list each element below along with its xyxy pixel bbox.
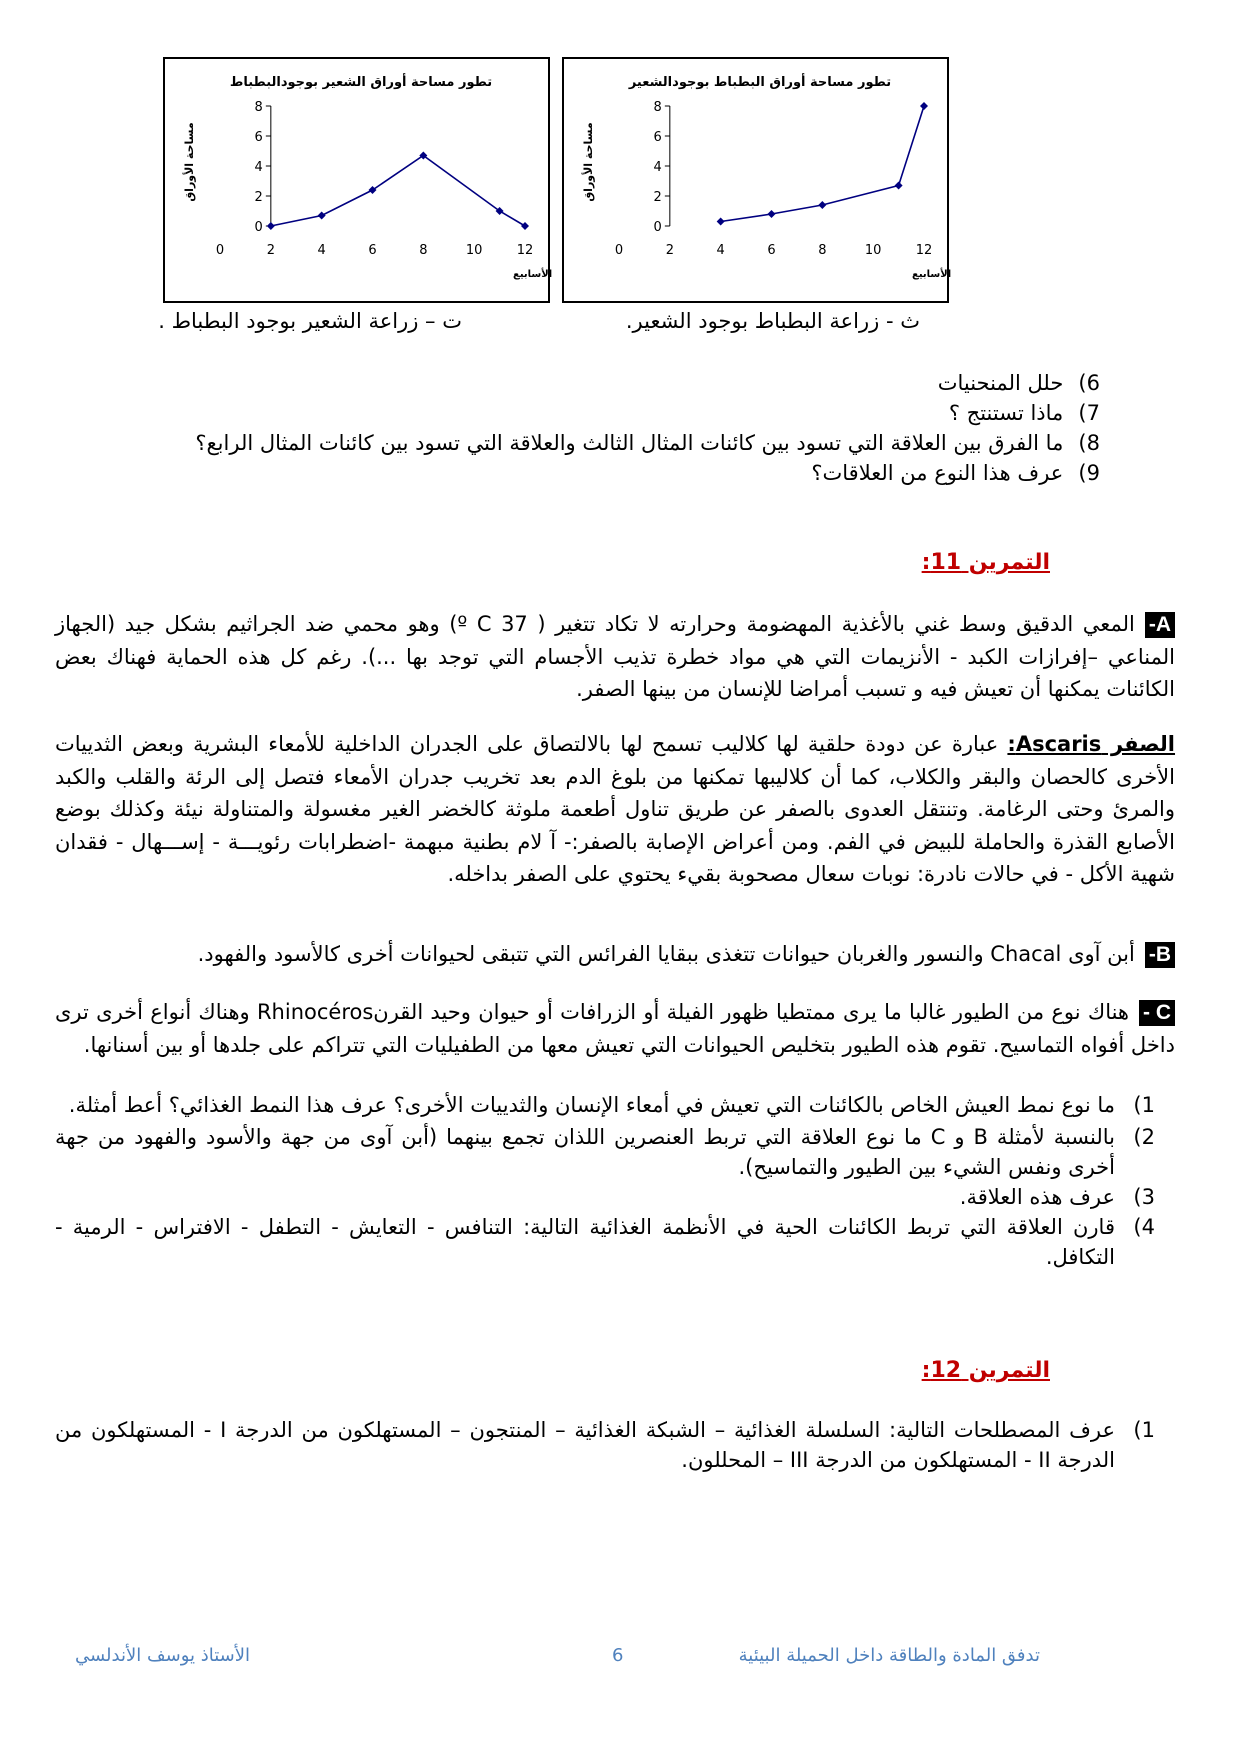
- chart-left-title: تطور مساحة أوراق الشعير بوجودالبطباط: [229, 75, 493, 90]
- x-tick-label: 2: [665, 243, 674, 258]
- question-6: [938, 368, 1100, 398]
- x-tick-label: 12: [516, 243, 534, 258]
- exercise-12-heading: التمرين 12:: [921, 1358, 1050, 1383]
- question-text: عرف المصطلحات التالية: السلسلة الغذائية – الشبكة الغذائية – المنتجون – المستهلكون من الدرجة I - المستهلكون من الدرجة II - المستهلكون من الدرجة III – المحللون.: [55, 1418, 1115, 1472]
- chart-right-caption: ث - زراعة البطباط بوجود الشعير.: [625, 309, 920, 333]
- y-tick-label: 6: [653, 130, 662, 145]
- question-text: بالنسبة لأمثلة B و C ما نوع العلاقة التي تربط العنصرين اللذان تجمع بينهما (أبن آوى من جهة والأسود والفهود من جهة أخرى ونفس الشيء بين الطيور والتماسيح).: [55, 1125, 1116, 1179]
- y-tick-label: 4: [254, 160, 263, 175]
- y-tick-label: 8: [653, 100, 662, 115]
- ex11-question-2: [55, 1122, 1155, 1182]
- x-tick-label: 2: [266, 243, 275, 258]
- y-tick-label: 0: [254, 220, 263, 235]
- chart-right-svg: [564, 59, 952, 301]
- ascaris-title: الصفر Ascaris:: [1007, 732, 1176, 756]
- ex11-section-b: [55, 938, 1175, 971]
- section-a-tag: A-: [1145, 612, 1175, 638]
- footer-page-number: 6: [612, 1645, 624, 1666]
- x-tick-label: 4: [317, 243, 326, 258]
- data-point: [521, 222, 529, 230]
- ex11-section-c: [55, 996, 1175, 1061]
- y-tick-label: 0: [653, 220, 662, 235]
- x-tick-label: 10: [465, 243, 483, 258]
- ex11-section-a: [55, 608, 1175, 706]
- y-tick-label: 6: [254, 130, 263, 145]
- series-line: [271, 156, 525, 227]
- x-tick-label: 8: [818, 243, 827, 258]
- data-point: [717, 218, 725, 226]
- footer-title: تدفق المادة والطاقة داخل الحميلة البيئية: [738, 1645, 1040, 1666]
- chart-right: [562, 57, 952, 303]
- x-tick-label: 0: [614, 243, 624, 258]
- y-tick-label: 2: [254, 190, 263, 205]
- question-text: حلل المنحنيات: [937, 371, 1064, 395]
- data-point: [895, 182, 903, 190]
- question-number: 1): [1133, 1093, 1155, 1117]
- data-point: [818, 201, 826, 209]
- chart-left: [163, 57, 553, 303]
- exercise-11-heading: التمرين 11:: [921, 550, 1050, 575]
- ex12-questions: [55, 1415, 1155, 1475]
- x-tick-label: 0: [215, 243, 225, 258]
- chart-left-svg: [165, 59, 553, 301]
- ex11-question-3: [55, 1182, 1155, 1212]
- question-number: 8): [1078, 431, 1100, 455]
- chart-left-caption: ت – زراعة الشعير بوجود البطباط .: [158, 309, 462, 333]
- x-tick-label: 6: [368, 243, 377, 258]
- chart-right-xlabel: الأسابيع: [912, 269, 952, 280]
- section-c-tag: C -: [1139, 1000, 1175, 1026]
- x-tick-label: 10: [864, 243, 882, 258]
- question-8: [195, 428, 1100, 458]
- footer-author: الأستاذ يوسف الأندلسي: [75, 1645, 251, 1666]
- question-number: 1): [1133, 1418, 1155, 1442]
- chart-right-ylabel: مساحة الأوراق: [582, 122, 595, 202]
- ex11-question-4: [55, 1212, 1155, 1272]
- question-text: ما الفرق بين العلاقة التي تسود بين كائنات المثال الثالث والعلاقة التي تسود بين كائنات المثال الرابع؟: [195, 431, 1064, 455]
- y-tick-label: 4: [653, 160, 662, 175]
- question-number: 6): [1078, 371, 1100, 395]
- x-tick-label: 12: [915, 243, 933, 258]
- x-tick-label: 6: [767, 243, 776, 258]
- section-a-text: المعي الدقيق وسط غني بالأغذية المهضومة وحرارته لا تكاد تتغير ( 37 º C) وهو محمي ضد الجراثيم بشكل جيد (الجهاز المناعي –إفرازات الكبد - الأنزيمات التي هي مواد خطرة تذيب الأجسام التي توجد بها ...). رغم كل هذه الحماية فهناك بعض الكائنات يمكنها أن تعيش فيه و تسبب أمراضا للإنسان من بينها الصفر.: [55, 612, 1175, 702]
- chart-left-xlabel: الأسابيع: [513, 269, 553, 280]
- question-number: 7): [1078, 401, 1100, 425]
- question-7: [949, 398, 1100, 428]
- ex11-ascaris: [55, 728, 1175, 891]
- ex12-question-1: [55, 1415, 1155, 1475]
- question-text: عرف هذا النوع من العلاقات؟: [811, 461, 1064, 485]
- section-b-text: أبن آوى Chacal والنسور والغربان حيوانات تتغذى ببقايا الفرائس التي تتبقى لحيوانات أخرى كالأسود والفهود.: [197, 942, 1135, 966]
- question-number: 9): [1078, 461, 1100, 485]
- ex11-question-1: [55, 1090, 1155, 1120]
- y-tick-label: 8: [254, 100, 263, 115]
- question-number: 2): [1133, 1125, 1155, 1149]
- ascaris-text: عبارة عن دودة حلقية لها كلاليب تسمح لها بالالتصاق على الجدران الداخلية للأمعاء البشرية وبعض الثدييات الأخرى كالحصان والبقر والكلاب، كما أن كلاليبها تمكنها من بلوغ الدم بعد تخريب جدران الأمعاء فتصل إلى الرئة والقلب والكبد والمرئ وحتى الرغامة. وتنتقل العدوى بالصفر عن طريق تناول أطعمة ملوثة كالخضر الغير مغسولة والمتناولة نيئة وكذلك بوضع الأصابع القذرة والحاملة للبيض في الفم. ومن أعراض الإصابة بالصفر:- آ لام بطنية مبهمة -اضطرابات رئويـــة - إســـهال - فقدان شهية الأكل - في حالات نادرة: نوبات سعال مصحوبة بقيء يحتوي على الصفر بداخله.: [55, 732, 1175, 887]
- data-point: [920, 102, 928, 110]
- y-tick-label: 2: [653, 190, 662, 205]
- section-c-text: هناك نوع من الطيور غالبا ما يرى ممتطيا ظهور الفيلة أو الزرافات أو حيوان وحيد القرنRhinocéros وهناك أنواع أخرى ترى داخل أفواه التماسيح. تقوم هذه الطيور بتخليص الحيوانات التي تعيش معها من الطفيليات التي تتراكم على جلدها أو بين أسنانها.: [55, 1000, 1175, 1057]
- data-point: [768, 210, 776, 218]
- question-text: ما نوع نمط العيش الخاص بالكائنات التي تعيش في أمعاء الإنسان والثدييات الأخرى؟ عرف هذا النمط الغذائي؟ أعط أمثلة.: [68, 1093, 1115, 1117]
- question-text: قارن العلاقة التي تربط الكائنات الحية في الأنظمة الغذائية التالية: التنافس - التعايش - التطفل - الافتراس - الرمية - التكافل.: [55, 1215, 1115, 1269]
- x-tick-label: 4: [716, 243, 725, 258]
- question-9: [811, 458, 1100, 488]
- ex11-questions: [55, 1090, 1155, 1272]
- question-number: 4): [1133, 1215, 1155, 1239]
- chart-right-title: تطور مساحة أوراق البطباط بوجودالشعير: [628, 75, 892, 90]
- chart-left-ylabel: مساحة الأوراق: [183, 122, 196, 202]
- data-point: [267, 222, 275, 230]
- data-point: [318, 212, 326, 220]
- section-b-tag: B-: [1145, 942, 1175, 968]
- x-tick-label: 8: [419, 243, 428, 258]
- question-number: 3): [1133, 1185, 1155, 1209]
- question-text: عرف هذه العلاقة.: [959, 1185, 1115, 1209]
- question-text: ماذا تستنتج ؟: [948, 401, 1064, 425]
